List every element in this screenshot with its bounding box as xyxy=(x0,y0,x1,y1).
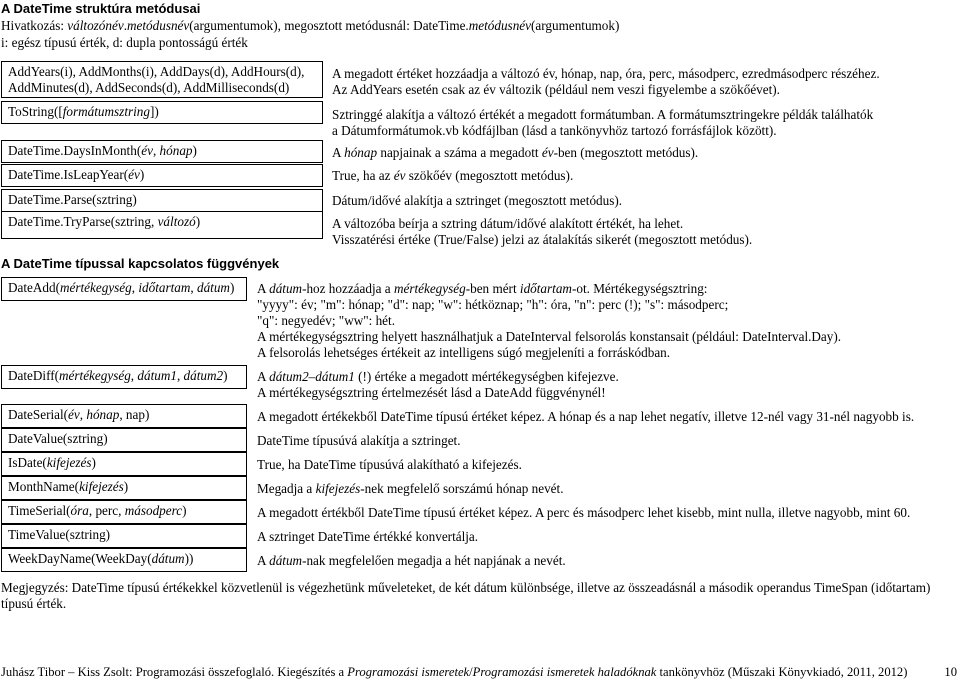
function-desc-timeserial: A megadott értékből DateTime típusú értéket képez. A perc és másodperc lehet kisebb, mint nulla, illetve nagyobb, mint 60. xyxy=(257,505,911,520)
function-cell-timevalue: TimeValue(sztring) xyxy=(1,524,247,548)
function-desc-monthname: Megadja a kifejezés-nek megfelelő sorszámú hónap nevét. xyxy=(257,481,564,496)
function-desc-datediff: A dátum2–dátum1 (!) értéke a megadott mértékegységben kifejezve. A mértékegységsztring értelmezését lásd a DateAdd függvénynél! xyxy=(257,369,619,400)
intro-line-1: Hivatkozás: változónév.metódusnév(argumentumok), megosztott metódusnál: DateTime.metódusnév(argumentumok) xyxy=(1,18,620,33)
method-desc-parse: Dátum/idővé alakítja a sztringet (megosztott metódus). xyxy=(332,193,623,208)
page-number: 10 xyxy=(944,665,957,679)
function-cell-datediff: DateDiff(mértékegység, dátum1, dátum2) xyxy=(1,365,247,389)
function-cell-isdate: IsDate(kifejezés) xyxy=(1,452,247,476)
method-desc-add: A megadott értéket hozzáadja a változó év, hónap, nap, óra, perc, másodperc, ezredmásodperc részéhez. Az AddYears esetén csak az év változik (például nem veszi figyelembe a szökőévet). xyxy=(332,66,880,97)
function-desc-weekdayname: A dátum-nak megfelelően megadja a hét napjának a nevét. xyxy=(257,553,566,568)
section-title-functions: A DateTime típussal kapcsolatos függvények xyxy=(1,256,280,271)
function-cell-datevalue: DateValue(sztring) xyxy=(1,428,247,452)
function-cell-monthname: MonthName(kifejezés) xyxy=(1,476,247,500)
function-desc-timevalue: A sztringet DateTime értékké konvertálja. xyxy=(257,529,479,544)
note-line-2: típusú érték. xyxy=(1,596,67,611)
method-desc-daysinmonth: A hónap napjainak a száma a megadott év-ben (megosztott metódus). xyxy=(332,145,699,160)
section-title-methods: A DateTime struktúra metódusai xyxy=(1,1,201,16)
page-footer: Juhász Tibor – Kiss Zsolt: Programozási összefoglaló. Kiegészítés a Programozási ismeretek/Programozási ismeretek haladóknak tankönyvhöz (Műszaki Könyvkiadó, 2011, 2012) 10 xyxy=(1,665,957,679)
intro-line-2: i: egész típusú érték, d: dupla pontosságú érték xyxy=(1,35,248,50)
intro-text xyxy=(1,18,956,52)
function-cell-dateserial: DateSerial(év, hónap, nap) xyxy=(1,404,247,428)
method-cell-parse: DateTime.Parse(sztring) xyxy=(1,189,323,212)
method-desc-isleapyear: True, ha az év szökőév (megosztott metódus). xyxy=(332,168,574,183)
method-cell-tryparse: DateTime.TryParse(sztring, változó) xyxy=(1,211,323,239)
function-cell-timeserial: TimeSerial(óra, perc, másodperc) xyxy=(1,500,247,524)
method-desc-tryparse: A változóba beírja a sztring dátum/idővé alakított értékét, ha lehet. Visszatérési értéke (True/False) jelzi az átalakítás sikerét (megosztott metódus). xyxy=(332,216,753,247)
function-desc-dateserial: A megadott értékekből DateTime típusú értéket képez. A hónap és a nap lehet negatív, illetve 12-nél vagy 31-nél nagyobb is. xyxy=(257,409,915,424)
function-cell-dateadd: DateAdd(mértékegység, időtartam, dátum) xyxy=(1,277,247,301)
function-desc-datevalue: DateTime típusúvá alakítja a sztringet. xyxy=(257,433,461,448)
note xyxy=(1,580,959,612)
note-line-1: Megjegyzés: DateTime típusú értékekkel közvetlenül is végezhetünk műveleteket, de két dátum különbsége, illetve az összeadásnál a második operandus TimeSpan (időtartam) xyxy=(1,580,931,595)
function-desc-isdate: True, ha DateTime típusúvá alakítható a kifejezés. xyxy=(257,457,522,472)
function-cell-weekdayname: WeekDayName(WeekDay(dátum)) xyxy=(1,548,247,572)
method-cell-daysinmonth: DateTime.DaysInMonth(év, hónap) xyxy=(1,140,323,163)
method-cell-tostring: ToString([formátumsztring]) xyxy=(1,101,323,124)
method-desc-tostring: Sztringgé alakítja a változó értékét a megadott formátumban. A formátumsztringekre példák találhatók a Dátumformátumok.vb kódfájlban (lásd a tankönyvhöz tartozó forrásfájlok között). xyxy=(332,107,874,138)
method-cell-add: AddYears(i), AddMonths(i), AddDays(d), AddHours(d), AddMinutes(d), AddSeconds(d), AddMilliseconds(d) xyxy=(1,61,323,98)
function-desc-dateadd: A dátum-hoz hozzáadja a mértékegység-ben mért időtartam-ot. Mértékegységsztring: "yyyy": év; "m": hónap; "d": nap; "w": hétköznap; "h": óra, "n": perc (!); "s": másodperc; "q": negyedév; "ww": hét. A mértékegységsztring helyett használhatjuk a DateInterval felsorolás konstansait (például: DateInterval.Day). A felsorolás lehetséges értékeit az intelligens súgó megjeleníti a forráskódban. xyxy=(257,281,842,360)
method-cell-isleapyear: DateTime.IsLeapYear(év) xyxy=(1,164,323,187)
